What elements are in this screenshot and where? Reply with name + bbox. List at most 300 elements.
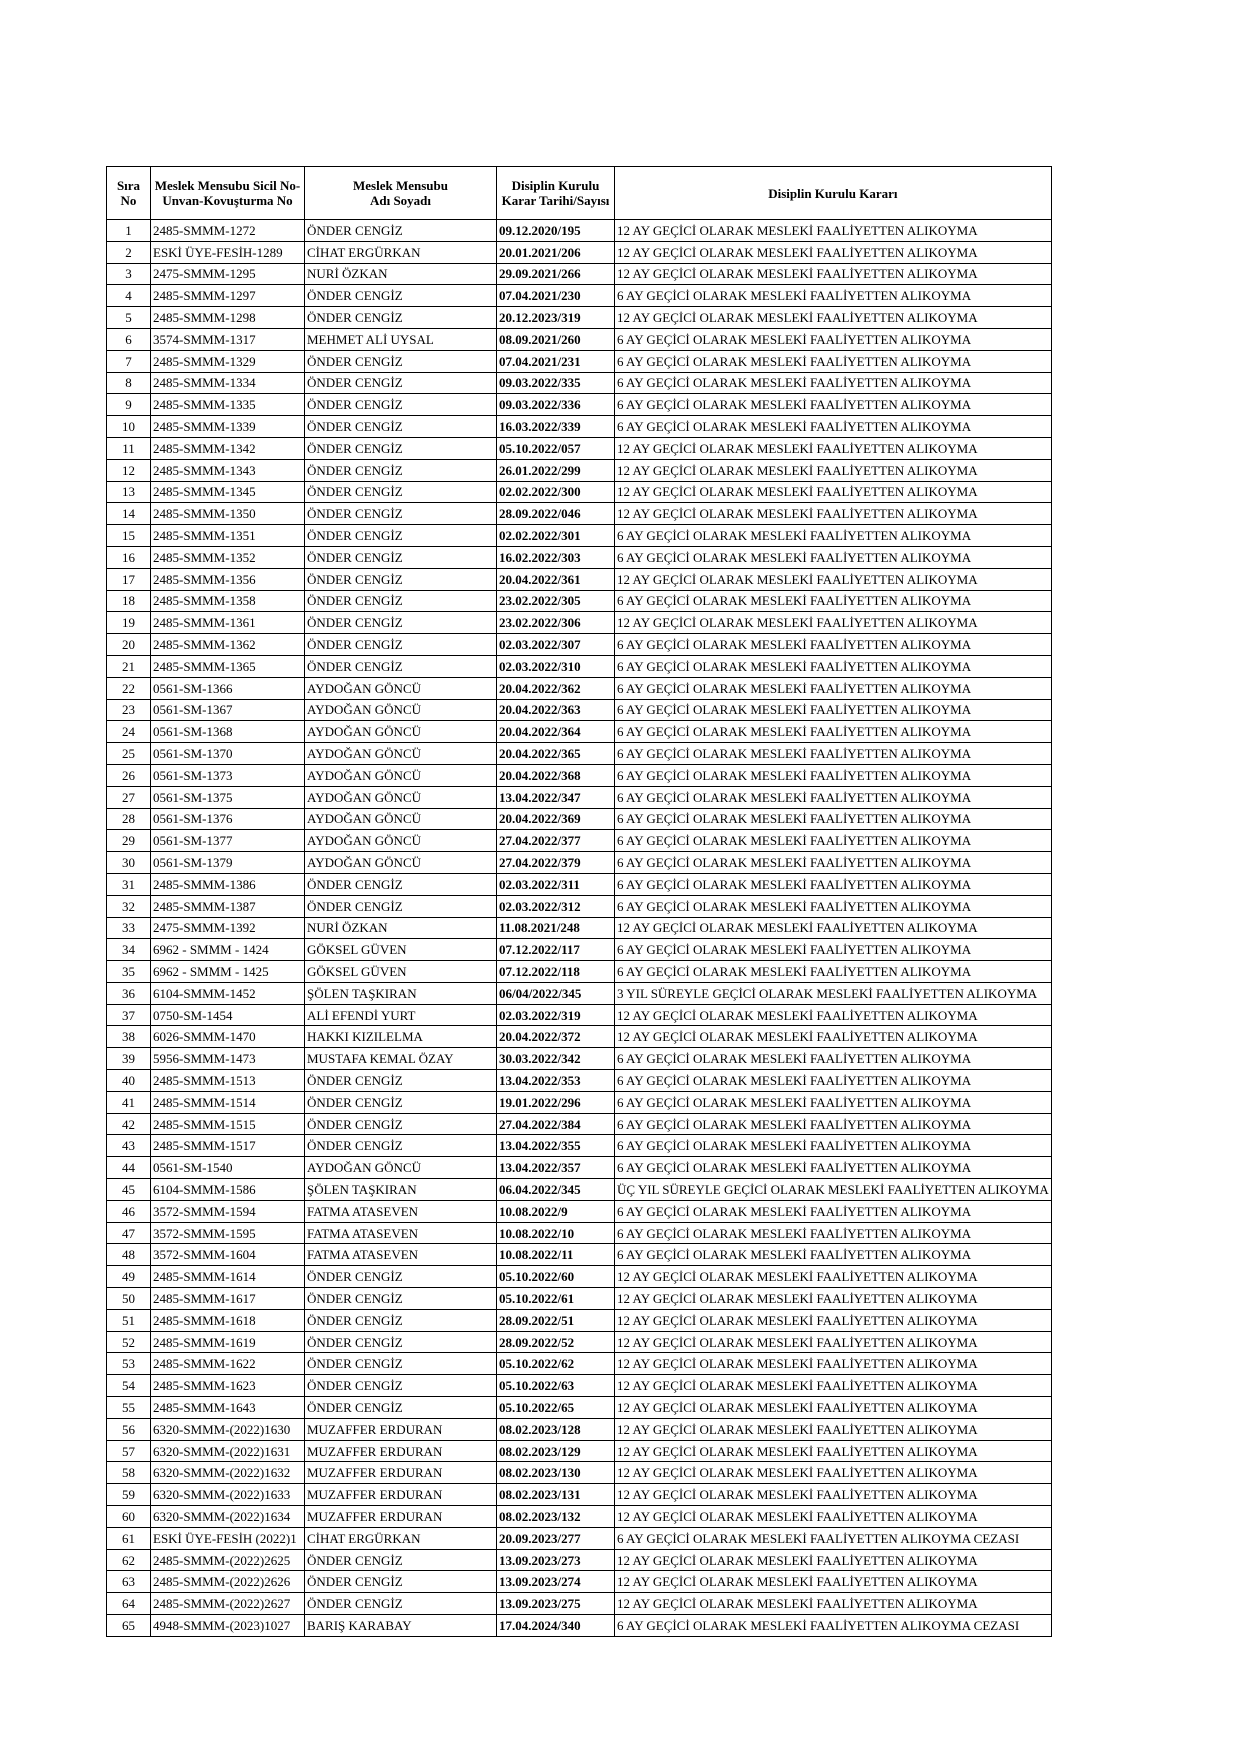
cell-kurul-karari: 6 AY GEÇİCİ OLARAK MESLEKİ FAALİYETTEN ALIKOYMA: [615, 1200, 1052, 1222]
cell-kurul-karari: 12 AY GEÇİCİ OLARAK MESLEKİ FAALİYETTEN ALIKOYMA: [615, 1571, 1052, 1593]
cell-sicil-no: 2485-SMMM-1351: [151, 525, 305, 547]
table-row: [107, 1484, 1052, 1506]
cell-adi-soyadi: ÖNDER CENGİZ: [305, 1288, 497, 1310]
cell-kurul-karari: 12 AY GEÇİCİ OLARAK MESLEKİ FAALİYETTEN ALIKOYMA: [615, 1506, 1052, 1528]
cell-adi-soyadi: ÖNDER CENGİZ: [305, 873, 497, 895]
cell-sicil-no: 2485-SMMM-(2022)2627: [151, 1593, 305, 1615]
cell-sicil-no: 2485-SMMM-(2022)2626: [151, 1571, 305, 1593]
cell-sira-no: 12: [107, 459, 151, 481]
cell-kurul-karari: 12 AY GEÇİCİ OLARAK MESLEKİ FAALİYETTEN ALIKOYMA: [615, 1026, 1052, 1048]
cell-kurul-karari: 12 AY GEÇİCİ OLARAK MESLEKİ FAALİYETTEN ALIKOYMA: [615, 459, 1052, 481]
table-row: [107, 1462, 1052, 1484]
cell-kurul-karari: 6 AY GEÇİCİ OLARAK MESLEKİ FAALİYETTEN ALIKOYMA: [615, 1222, 1052, 1244]
cell-sira-no: 59: [107, 1484, 151, 1506]
cell-sira-no: 27: [107, 786, 151, 808]
cell-sira-no: 42: [107, 1113, 151, 1135]
cell-adi-soyadi: AYDOĞAN GÖNCÜ: [305, 699, 497, 721]
cell-karar-tarihi: 13.04.2022/357: [497, 1157, 615, 1179]
table-row: [107, 1527, 1052, 1549]
table-body: [107, 220, 1052, 1637]
cell-kurul-karari: 6 AY GEÇİCİ OLARAK MESLEKİ FAALİYETTEN ALIKOYMA: [615, 372, 1052, 394]
cell-adi-soyadi: ÖNDER CENGİZ: [305, 285, 497, 307]
table-row: [107, 546, 1052, 568]
cell-adi-soyadi: MUSTAFA KEMAL ÖZAY: [305, 1048, 497, 1070]
cell-karar-tarihi: 05.10.2022/65: [497, 1397, 615, 1419]
cell-kurul-karari: 6 AY GEÇİCİ OLARAK MESLEKİ FAALİYETTEN ALIKOYMA: [615, 1244, 1052, 1266]
cell-karar-tarihi: 07.04.2021/231: [497, 350, 615, 372]
cell-karar-tarihi: 23.02.2022/306: [497, 612, 615, 634]
cell-sicil-no: 6320-SMMM-(2022)1632: [151, 1462, 305, 1484]
cell-karar-tarihi: 05.10.2022/057: [497, 437, 615, 459]
table-row: [107, 1048, 1052, 1070]
cell-sira-no: 18: [107, 590, 151, 612]
table-row: [107, 1070, 1052, 1092]
cell-karar-tarihi: 08.02.2023/130: [497, 1462, 615, 1484]
cell-sira-no: 1: [107, 220, 151, 242]
cell-karar-tarihi: 16.02.2022/303: [497, 546, 615, 568]
cell-sicil-no: 2485-SMMM-1619: [151, 1331, 305, 1353]
cell-karar-tarihi: 07.04.2021/230: [497, 285, 615, 307]
cell-adi-soyadi: ÖNDER CENGİZ: [305, 1113, 497, 1135]
cell-adi-soyadi: ŞÖLEN TAŞKIRAN: [305, 1179, 497, 1201]
cell-adi-soyadi: AYDOĞAN GÖNCÜ: [305, 830, 497, 852]
cell-adi-soyadi: ALİ EFENDİ YURT: [305, 1004, 497, 1026]
cell-sicil-no: 3574-SMMM-1317: [151, 328, 305, 350]
table-row: [107, 786, 1052, 808]
cell-kurul-karari: 12 AY GEÇİCİ OLARAK MESLEKİ FAALİYETTEN ALIKOYMA: [615, 307, 1052, 329]
cell-adi-soyadi: ÖNDER CENGİZ: [305, 459, 497, 481]
cell-kurul-karari: 12 AY GEÇİCİ OLARAK MESLEKİ FAALİYETTEN ALIKOYMA: [615, 220, 1052, 242]
cell-karar-tarihi: 19.01.2022/296: [497, 1091, 615, 1113]
cell-kurul-karari: 6 AY GEÇİCİ OLARAK MESLEKİ FAALİYETTEN ALIKOYMA: [615, 743, 1052, 765]
table-row: [107, 1309, 1052, 1331]
cell-karar-tarihi: 20.04.2022/364: [497, 721, 615, 743]
cell-kurul-karari: 12 AY GEÇİCİ OLARAK MESLEKİ FAALİYETTEN ALIKOYMA: [615, 917, 1052, 939]
cell-adi-soyadi: ÖNDER CENGİZ: [305, 1070, 497, 1092]
table-row: [107, 1418, 1052, 1440]
cell-karar-tarihi: 02.02.2022/301: [497, 525, 615, 547]
cell-karar-tarihi: 26.01.2022/299: [497, 459, 615, 481]
cell-sicil-no: 6320-SMMM-(2022)1633: [151, 1484, 305, 1506]
table-row: [107, 1091, 1052, 1113]
cell-sira-no: 44: [107, 1157, 151, 1179]
cell-sicil-no: 0561-SM-1376: [151, 808, 305, 830]
cell-sira-no: 29: [107, 830, 151, 852]
cell-karar-tarihi: 20.04.2022/368: [497, 764, 615, 786]
cell-sira-no: 28: [107, 808, 151, 830]
cell-adi-soyadi: ÖNDER CENGİZ: [305, 1091, 497, 1113]
table-row: [107, 1026, 1052, 1048]
cell-karar-tarihi: 13.09.2023/273: [497, 1549, 615, 1571]
header-sira-no: Sıra No: [107, 167, 151, 220]
cell-sicil-no: 0750-SM-1454: [151, 1004, 305, 1026]
cell-sicil-no: 0561-SM-1368: [151, 721, 305, 743]
cell-adi-soyadi: MUZAFFER ERDURAN: [305, 1418, 497, 1440]
cell-kurul-karari: 12 AY GEÇİCİ OLARAK MESLEKİ FAALİYETTEN ALIKOYMA: [615, 1375, 1052, 1397]
cell-sira-no: 31: [107, 873, 151, 895]
cell-sicil-no: 0561-SM-1540: [151, 1157, 305, 1179]
table-row: [107, 917, 1052, 939]
table-row: [107, 1179, 1052, 1201]
cell-adi-soyadi: ÖNDER CENGİZ: [305, 1353, 497, 1375]
cell-sicil-no: 2485-SMMM-1339: [151, 416, 305, 438]
cell-karar-tarihi: 11.08.2021/248: [497, 917, 615, 939]
cell-kurul-karari: 6 AY GEÇİCİ OLARAK MESLEKİ FAALİYETTEN ALIKOYMA: [615, 590, 1052, 612]
cell-adi-soyadi: AYDOĞAN GÖNCÜ: [305, 808, 497, 830]
cell-sicil-no: 3572-SMMM-1594: [151, 1200, 305, 1222]
cell-adi-soyadi: FATMA ATASEVEN: [305, 1222, 497, 1244]
table-row: [107, 241, 1052, 263]
cell-sicil-no: 2485-SMMM-1614: [151, 1266, 305, 1288]
cell-sicil-no: 0561-SM-1379: [151, 852, 305, 874]
table-row: [107, 1135, 1052, 1157]
cell-karar-tarihi: 28.09.2022/51: [497, 1309, 615, 1331]
cell-karar-tarihi: 28.09.2022/046: [497, 503, 615, 525]
cell-adi-soyadi: MUZAFFER ERDURAN: [305, 1440, 497, 1462]
cell-adi-soyadi: ÖNDER CENGİZ: [305, 1266, 497, 1288]
cell-sicil-no: 6962 - SMMM - 1424: [151, 939, 305, 961]
table-row: [107, 699, 1052, 721]
cell-sira-no: 47: [107, 1222, 151, 1244]
cell-sicil-no: 2485-SMMM-1298: [151, 307, 305, 329]
cell-kurul-karari: 12 AY GEÇİCİ OLARAK MESLEKİ FAALİYETTEN ALIKOYMA: [615, 1266, 1052, 1288]
cell-kurul-karari: 12 AY GEÇİCİ OLARAK MESLEKİ FAALİYETTEN ALIKOYMA: [615, 481, 1052, 503]
cell-sira-no: 17: [107, 568, 151, 590]
table-row: [107, 328, 1052, 350]
cell-adi-soyadi: AYDOĞAN GÖNCÜ: [305, 1157, 497, 1179]
table-row: [107, 852, 1052, 874]
table-row: [107, 895, 1052, 917]
cell-sira-no: 57: [107, 1440, 151, 1462]
header-karar-tarihi: Disiplin Kurulu Karar Tarihi/Sayısı: [497, 167, 615, 220]
table-row: [107, 1440, 1052, 1462]
cell-sira-no: 63: [107, 1571, 151, 1593]
table-row: [107, 307, 1052, 329]
cell-sira-no: 61: [107, 1527, 151, 1549]
cell-kurul-karari: 12 AY GEÇİCİ OLARAK MESLEKİ FAALİYETTEN ALIKOYMA: [615, 503, 1052, 525]
cell-sicil-no: 2475-SMMM-1295: [151, 263, 305, 285]
cell-karar-tarihi: 02.02.2022/300: [497, 481, 615, 503]
header-adi-soyadi: Meslek Mensubu Adı Soyadı: [305, 167, 497, 220]
cell-sira-no: 15: [107, 525, 151, 547]
cell-karar-tarihi: 13.04.2022/347: [497, 786, 615, 808]
cell-adi-soyadi: MUZAFFER ERDURAN: [305, 1484, 497, 1506]
header-sicil-no: Meslek Mensubu Sicil No- Unvan-Kovuşturma No: [151, 167, 305, 220]
cell-karar-tarihi: 20.04.2022/369: [497, 808, 615, 830]
table-row: [107, 982, 1052, 1004]
cell-kurul-karari: 6 AY GEÇİCİ OLARAK MESLEKİ FAALİYETTEN ALIKOYMA: [615, 1113, 1052, 1135]
cell-kurul-karari: 12 AY GEÇİCİ OLARAK MESLEKİ FAALİYETTEN ALIKOYMA: [615, 568, 1052, 590]
cell-kurul-karari: 6 AY GEÇİCİ OLARAK MESLEKİ FAALİYETTEN ALIKOYMA: [615, 895, 1052, 917]
cell-karar-tarihi: 06/04/2022/345: [497, 982, 615, 1004]
cell-karar-tarihi: 09.12.2020/195: [497, 220, 615, 242]
cell-sicil-no: ESKİ ÜYE-FESİH (2022)1: [151, 1527, 305, 1549]
cell-karar-tarihi: 30.03.2022/342: [497, 1048, 615, 1070]
cell-kurul-karari: 6 AY GEÇİCİ OLARAK MESLEKİ FAALİYETTEN ALIKOYMA: [615, 721, 1052, 743]
cell-adi-soyadi: ÖNDER CENGİZ: [305, 590, 497, 612]
table-row: [107, 721, 1052, 743]
cell-karar-tarihi: 27.04.2022/377: [497, 830, 615, 852]
cell-karar-tarihi: 17.04.2024/340: [497, 1615, 615, 1637]
cell-sicil-no: 2485-SMMM-1358: [151, 590, 305, 612]
table-row: [107, 873, 1052, 895]
cell-adi-soyadi: MUZAFFER ERDURAN: [305, 1506, 497, 1528]
cell-karar-tarihi: 13.04.2022/353: [497, 1070, 615, 1092]
cell-kurul-karari: 6 AY GEÇİCİ OLARAK MESLEKİ FAALİYETTEN ALIKOYMA: [615, 546, 1052, 568]
cell-adi-soyadi: ÖNDER CENGİZ: [305, 1375, 497, 1397]
cell-karar-tarihi: 07.12.2022/118: [497, 961, 615, 983]
cell-sira-no: 23: [107, 699, 151, 721]
cell-karar-tarihi: 08.09.2021/260: [497, 328, 615, 350]
cell-sira-no: 40: [107, 1070, 151, 1092]
cell-sicil-no: 6320-SMMM-(2022)1634: [151, 1506, 305, 1528]
cell-kurul-karari: 6 AY GEÇİCİ OLARAK MESLEKİ FAALİYETTEN ALIKOYMA: [615, 939, 1052, 961]
cell-karar-tarihi: 20.12.2023/319: [497, 307, 615, 329]
table-row: [107, 764, 1052, 786]
cell-adi-soyadi: ÖNDER CENGİZ: [305, 394, 497, 416]
cell-sira-no: 34: [107, 939, 151, 961]
cell-sira-no: 58: [107, 1462, 151, 1484]
cell-sira-no: 62: [107, 1549, 151, 1571]
cell-sicil-no: 2485-SMMM-1342: [151, 437, 305, 459]
table-row: [107, 1571, 1052, 1593]
cell-sicil-no: 2485-SMMM-1352: [151, 546, 305, 568]
cell-kurul-karari: ÜÇ YIL SÜREYLE GEÇİCİ OLARAK MESLEKİ FAALİYETTEN ALIKOYMA: [615, 1179, 1052, 1201]
cell-adi-soyadi: ÖNDER CENGİZ: [305, 612, 497, 634]
cell-adi-soyadi: AYDOĞAN GÖNCÜ: [305, 786, 497, 808]
cell-kurul-karari: 12 AY GEÇİCİ OLARAK MESLEKİ FAALİYETTEN ALIKOYMA: [615, 241, 1052, 263]
table-row: [107, 1157, 1052, 1179]
cell-sicil-no: 2485-SMMM-1345: [151, 481, 305, 503]
cell-karar-tarihi: 05.10.2022/61: [497, 1288, 615, 1310]
table-row: [107, 1288, 1052, 1310]
cell-karar-tarihi: 20.09.2023/277: [497, 1527, 615, 1549]
cell-sira-no: 56: [107, 1418, 151, 1440]
table-row: [107, 568, 1052, 590]
cell-sira-no: 5: [107, 307, 151, 329]
cell-karar-tarihi: 02.03.2022/311: [497, 873, 615, 895]
table-row: [107, 808, 1052, 830]
cell-sicil-no: 2485-SMMM-1618: [151, 1309, 305, 1331]
cell-adi-soyadi: MEHMET ALİ UYSAL: [305, 328, 497, 350]
cell-karar-tarihi: 05.10.2022/63: [497, 1375, 615, 1397]
table-row: [107, 1266, 1052, 1288]
cell-sira-no: 53: [107, 1353, 151, 1375]
table-row: [107, 961, 1052, 983]
cell-sira-no: 14: [107, 503, 151, 525]
cell-adi-soyadi: FATMA ATASEVEN: [305, 1200, 497, 1222]
cell-kurul-karari: 6 AY GEÇİCİ OLARAK MESLEKİ FAALİYETTEN ALIKOYMA: [615, 764, 1052, 786]
cell-sicil-no: 2485-SMMM-1334: [151, 372, 305, 394]
cell-kurul-karari: 12 AY GEÇİCİ OLARAK MESLEKİ FAALİYETTEN ALIKOYMA: [615, 263, 1052, 285]
cell-kurul-karari: 6 AY GEÇİCİ OLARAK MESLEKİ FAALİYETTEN ALIKOYMA: [615, 1135, 1052, 1157]
cell-karar-tarihi: 20.01.2021/206: [497, 241, 615, 263]
table-row: [107, 1375, 1052, 1397]
cell-kurul-karari: 6 AY GEÇİCİ OLARAK MESLEKİ FAALİYETTEN ALIKOYMA: [615, 328, 1052, 350]
table-row: [107, 1222, 1052, 1244]
cell-karar-tarihi: 13.09.2023/274: [497, 1571, 615, 1593]
cell-kurul-karari: 12 AY GEÇİCİ OLARAK MESLEKİ FAALİYETTEN ALIKOYMA: [615, 1462, 1052, 1484]
cell-kurul-karari: 6 AY GEÇİCİ OLARAK MESLEKİ FAALİYETTEN ALIKOYMA: [615, 1070, 1052, 1092]
cell-adi-soyadi: AYDOĞAN GÖNCÜ: [305, 852, 497, 874]
cell-kurul-karari: 12 AY GEÇİCİ OLARAK MESLEKİ FAALİYETTEN ALIKOYMA: [615, 1397, 1052, 1419]
table-row: [107, 503, 1052, 525]
cell-karar-tarihi: 02.03.2022/310: [497, 655, 615, 677]
table-row: [107, 677, 1052, 699]
cell-kurul-karari: 12 AY GEÇİCİ OLARAK MESLEKİ FAALİYETTEN ALIKOYMA: [615, 1484, 1052, 1506]
cell-sicil-no: 6104-SMMM-1452: [151, 982, 305, 1004]
cell-sira-no: 13: [107, 481, 151, 503]
cell-sira-no: 7: [107, 350, 151, 372]
table-row: [107, 263, 1052, 285]
cell-sira-no: 33: [107, 917, 151, 939]
cell-kurul-karari: 6 AY GEÇİCİ OLARAK MESLEKİ FAALİYETTEN ALIKOYMA: [615, 416, 1052, 438]
cell-sira-no: 26: [107, 764, 151, 786]
cell-adi-soyadi: ÖNDER CENGİZ: [305, 1549, 497, 1571]
cell-kurul-karari: 12 AY GEÇİCİ OLARAK MESLEKİ FAALİYETTEN ALIKOYMA: [615, 1353, 1052, 1375]
cell-adi-soyadi: CİHAT ERGÜRKAN: [305, 241, 497, 263]
table-row: [107, 416, 1052, 438]
table-row: [107, 1353, 1052, 1375]
cell-sicil-no: 2485-SMMM-1343: [151, 459, 305, 481]
cell-adi-soyadi: AYDOĞAN GÖNCÜ: [305, 721, 497, 743]
cell-kurul-karari: 6 AY GEÇİCİ OLARAK MESLEKİ FAALİYETTEN ALIKOYMA: [615, 699, 1052, 721]
cell-kurul-karari: 12 AY GEÇİCİ OLARAK MESLEKİ FAALİYETTEN ALIKOYMA: [615, 1440, 1052, 1462]
cell-kurul-karari: 6 AY GEÇİCİ OLARAK MESLEKİ FAALİYETTEN ALIKOYMA: [615, 852, 1052, 874]
cell-sicil-no: 0561-SM-1366: [151, 677, 305, 699]
cell-adi-soyadi: CİHAT ERGÜRKAN: [305, 1527, 497, 1549]
cell-sicil-no: 6320-SMMM-(2022)1630: [151, 1418, 305, 1440]
cell-sira-no: 20: [107, 634, 151, 656]
cell-sira-no: 50: [107, 1288, 151, 1310]
cell-adi-soyadi: ÖNDER CENGİZ: [305, 1571, 497, 1593]
cell-sira-no: 60: [107, 1506, 151, 1528]
cell-adi-soyadi: ÖNDER CENGİZ: [305, 416, 497, 438]
cell-kurul-karari: 6 AY GEÇİCİ OLARAK MESLEKİ FAALİYETTEN ALIKOYMA: [615, 655, 1052, 677]
cell-sicil-no: 0561-SM-1367: [151, 699, 305, 721]
cell-kurul-karari: 6 AY GEÇİCİ OLARAK MESLEKİ FAALİYETTEN ALIKOYMA: [615, 350, 1052, 372]
table-row: [107, 350, 1052, 372]
cell-sira-no: 46: [107, 1200, 151, 1222]
cell-adi-soyadi: ÖNDER CENGİZ: [305, 1331, 497, 1353]
cell-sicil-no: 0561-SM-1375: [151, 786, 305, 808]
table-row: [107, 1200, 1052, 1222]
cell-sira-no: 22: [107, 677, 151, 699]
cell-karar-tarihi: 09.03.2022/335: [497, 372, 615, 394]
cell-karar-tarihi: 08.02.2023/128: [497, 1418, 615, 1440]
cell-adi-soyadi: ÖNDER CENGİZ: [305, 481, 497, 503]
cell-karar-tarihi: 27.04.2022/379: [497, 852, 615, 874]
cell-karar-tarihi: 20.04.2022/362: [497, 677, 615, 699]
cell-kurul-karari: 6 AY GEÇİCİ OLARAK MESLEKİ FAALİYETTEN ALIKOYMA: [615, 525, 1052, 547]
cell-karar-tarihi: 20.04.2022/361: [497, 568, 615, 590]
cell-sira-no: 8: [107, 372, 151, 394]
cell-sira-no: 24: [107, 721, 151, 743]
table-row: [107, 437, 1052, 459]
cell-sira-no: 11: [107, 437, 151, 459]
cell-adi-soyadi: GÖKSEL GÜVEN: [305, 961, 497, 983]
cell-sicil-no: 0561-SM-1373: [151, 764, 305, 786]
cell-sicil-no: 3572-SMMM-1604: [151, 1244, 305, 1266]
cell-karar-tarihi: 02.03.2022/312: [497, 895, 615, 917]
cell-adi-soyadi: ŞÖLEN TAŞKIRAN: [305, 982, 497, 1004]
cell-sira-no: 54: [107, 1375, 151, 1397]
cell-adi-soyadi: GÖKSEL GÜVEN: [305, 939, 497, 961]
cell-karar-tarihi: 02.03.2022/307: [497, 634, 615, 656]
cell-adi-soyadi: ÖNDER CENGİZ: [305, 350, 497, 372]
cell-adi-soyadi: ÖNDER CENGİZ: [305, 525, 497, 547]
cell-sicil-no: 2485-SMMM-1350: [151, 503, 305, 525]
cell-sicil-no: 6320-SMMM-(2022)1631: [151, 1440, 305, 1462]
cell-karar-tarihi: 06.04.2022/345: [497, 1179, 615, 1201]
cell-adi-soyadi: NURİ ÖZKAN: [305, 263, 497, 285]
cell-karar-tarihi: 20.04.2022/365: [497, 743, 615, 765]
cell-sicil-no: 2485-SMMM-1643: [151, 1397, 305, 1419]
cell-sicil-no: 0561-SM-1377: [151, 830, 305, 852]
cell-sira-no: 10: [107, 416, 151, 438]
cell-karar-tarihi: 05.10.2022/62: [497, 1353, 615, 1375]
cell-adi-soyadi: AYDOĞAN GÖNCÜ: [305, 743, 497, 765]
cell-kurul-karari: 12 AY GEÇİCİ OLARAK MESLEKİ FAALİYETTEN ALIKOYMA: [615, 1004, 1052, 1026]
cell-sira-no: 30: [107, 852, 151, 874]
cell-sira-no: 49: [107, 1266, 151, 1288]
table-row: [107, 1331, 1052, 1353]
cell-sira-no: 65: [107, 1615, 151, 1637]
cell-kurul-karari: 6 AY GEÇİCİ OLARAK MESLEKİ FAALİYETTEN ALIKOYMA: [615, 786, 1052, 808]
cell-adi-soyadi: ÖNDER CENGİZ: [305, 655, 497, 677]
header-kurul-karari: Disiplin Kurulu Kararı: [615, 167, 1052, 220]
cell-sira-no: 48: [107, 1244, 151, 1266]
cell-adi-soyadi: ÖNDER CENGİZ: [305, 546, 497, 568]
cell-sira-no: 25: [107, 743, 151, 765]
cell-sicil-no: 2485-SMMM-1272: [151, 220, 305, 242]
cell-kurul-karari: 6 AY GEÇİCİ OLARAK MESLEKİ FAALİYETTEN ALIKOYMA CEZASI: [615, 1527, 1052, 1549]
cell-sira-no: 19: [107, 612, 151, 634]
cell-sira-no: 4: [107, 285, 151, 307]
cell-sicil-no: 5956-SMMM-1473: [151, 1048, 305, 1070]
cell-sira-no: 3: [107, 263, 151, 285]
cell-kurul-karari: 3 YIL SÜREYLE GEÇİCİ OLARAK MESLEKİ FAALİYETTEN ALIKOYMA: [615, 982, 1052, 1004]
cell-kurul-karari: 6 AY GEÇİCİ OLARAK MESLEKİ FAALİYETTEN ALIKOYMA: [615, 394, 1052, 416]
cell-sira-no: 43: [107, 1135, 151, 1157]
cell-sicil-no: 2485-SMMM-1335: [151, 394, 305, 416]
cell-karar-tarihi: 07.12.2022/117: [497, 939, 615, 961]
table-row: [107, 1549, 1052, 1571]
cell-sira-no: 35: [107, 961, 151, 983]
cell-sicil-no: 2485-SMMM-1329: [151, 350, 305, 372]
cell-adi-soyadi: ÖNDER CENGİZ: [305, 1593, 497, 1615]
cell-sicil-no: 2485-SMMM-1297: [151, 285, 305, 307]
table-row: [107, 939, 1052, 961]
table-row: [107, 612, 1052, 634]
cell-sira-no: 2: [107, 241, 151, 263]
table-row: [107, 1593, 1052, 1615]
cell-kurul-karari: 6 AY GEÇİCİ OLARAK MESLEKİ FAALİYETTEN ALIKOYMA: [615, 1157, 1052, 1179]
table-row: [107, 372, 1052, 394]
cell-sicil-no: 6026-SMMM-1470: [151, 1026, 305, 1048]
cell-sicil-no: 2485-SMMM-1617: [151, 1288, 305, 1310]
table-row: [107, 394, 1052, 416]
cell-kurul-karari: 6 AY GEÇİCİ OLARAK MESLEKİ FAALİYETTEN ALIKOYMA: [615, 1048, 1052, 1070]
table-row: [107, 220, 1052, 242]
cell-sira-no: 55: [107, 1397, 151, 1419]
cell-adi-soyadi: ÖNDER CENGİZ: [305, 1135, 497, 1157]
cell-karar-tarihi: 08.02.2023/132: [497, 1506, 615, 1528]
cell-sira-no: 39: [107, 1048, 151, 1070]
cell-kurul-karari: 12 AY GEÇİCİ OLARAK MESLEKİ FAALİYETTEN ALIKOYMA: [615, 437, 1052, 459]
cell-kurul-karari: 12 AY GEÇİCİ OLARAK MESLEKİ FAALİYETTEN ALIKOYMA: [615, 612, 1052, 634]
cell-sira-no: 16: [107, 546, 151, 568]
